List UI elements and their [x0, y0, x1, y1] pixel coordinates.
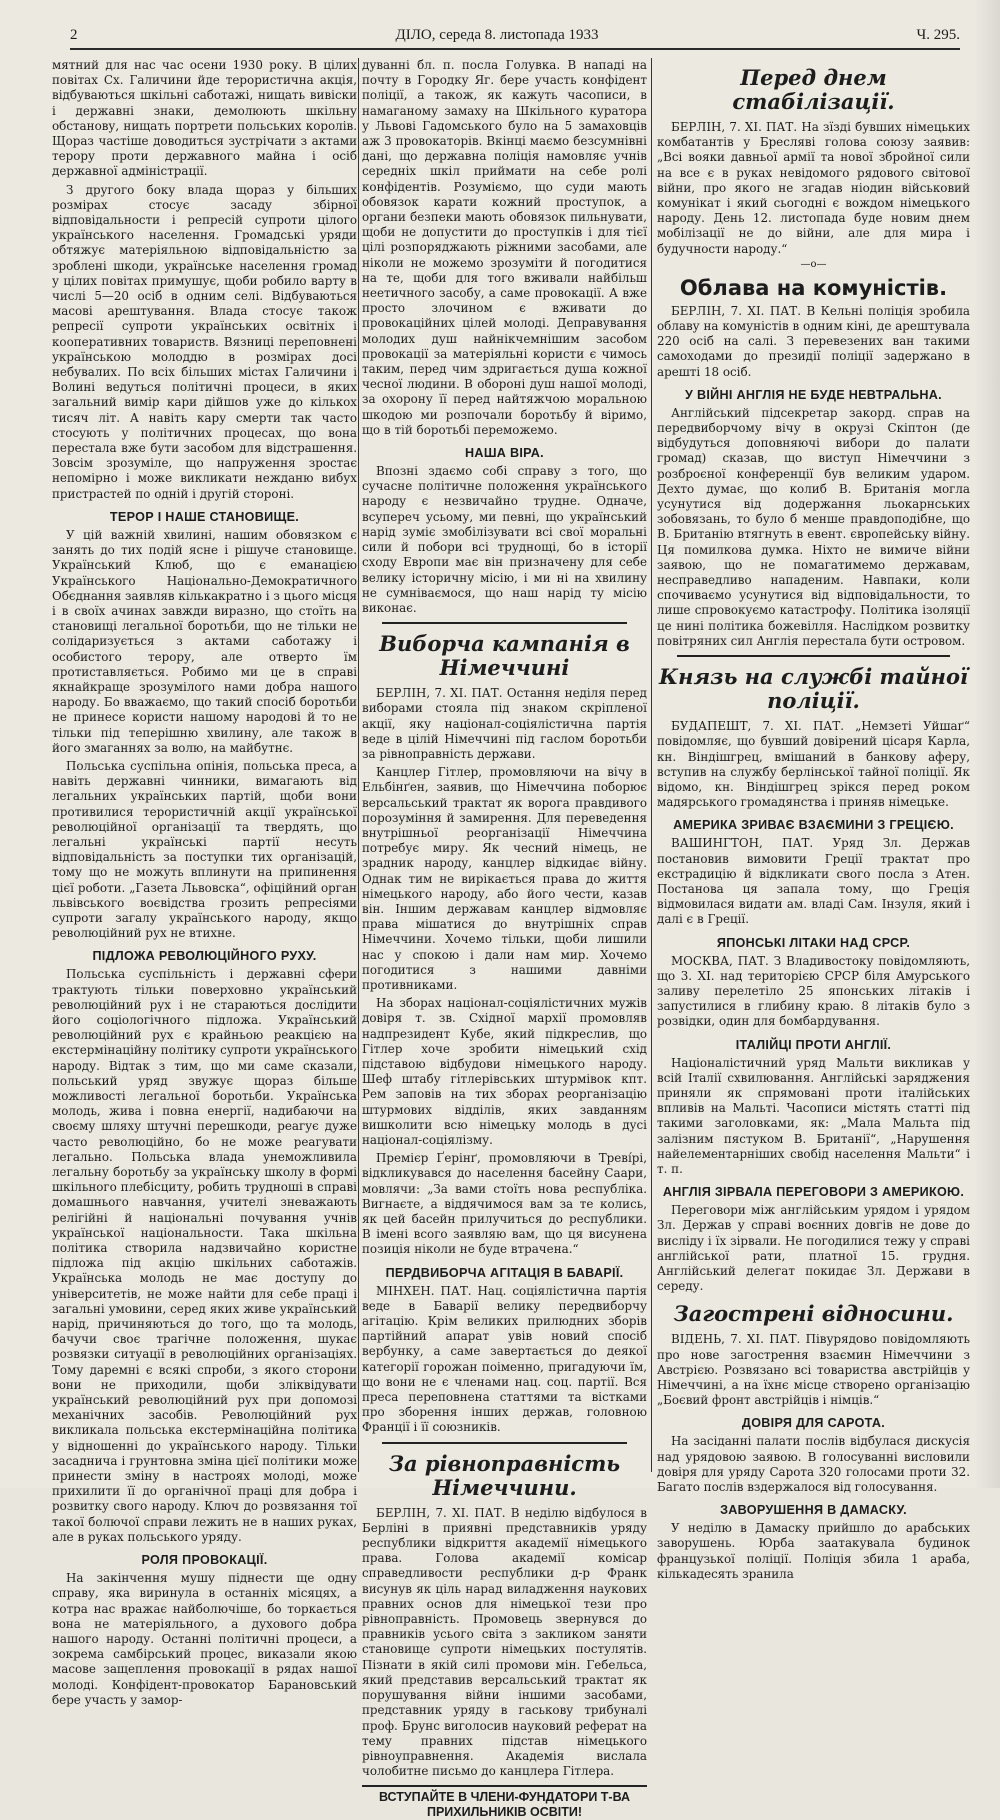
page-number: 2: [70, 26, 78, 43]
article-paragraph: МОСКВА, ПАТ. З Владивостоку повідомляють, що 3. ХІ. над територією СРСР біля Амурського заливу перелетіло 25 японських літаків і запустилися в глибину краю. 8 літаків було з розвідки, один для бомбардування.: [657, 953, 970, 1029]
section-heading: ЯПОНСЬКІ ЛІТАКИ НАД СРСР.: [716, 935, 911, 950]
column-3: [657, 58, 970, 1581]
section-heading: АМЕРИКА ЗРИВАЄ ВЗАЄМИНИ З ГРЕЦІЄЮ.: [673, 818, 954, 833]
article-paragraph: На засіданні палати послів відбулася дискусія над урядовою заявою. В голосуванні висловили довіря для уряду Сарота 320 голосами проти 32. Багато послів вздержалося від голосування.: [657, 1434, 970, 1495]
divider: [382, 1442, 627, 1444]
issue-number: Ч. 295.: [916, 26, 960, 43]
article-headline: Виборча кампанія в Німеччині: [379, 631, 630, 681]
article-paragraph: ВАШИНГТОН, ПАТ. Уряд Зл. Держав постановив вимовити Греції трактат про екстрадицію й відкликати свого посла з Атен. Постанова ця запала тому, що Греція відмовилася видати ам. владі Сам. Інзуля, який і далі є в Греції.: [657, 836, 970, 927]
section-heading: ЗАВОРУШЕННЯ В ДАМАСКУ.: [720, 1503, 907, 1518]
article-paragraph: Польська суспільність і державні сфери трактують тільки поверховно український революційний рух і не стараються дослідити його соціологічного підложа. Український революційний рух є крайньою реакцією на екстермінаційну політику супроти українського народу. Відтак з тим, що ми саме сказали, польський уряд звужує щораз більше можливості легальної боротьби. Українська молодь, жива і повна енергії, надибаючи на своєму шляху штучні перешкоди, реагує дуже часто революційно, бо не може реагувати легально. Польська влада унеможливила легальну боротьбу за українську школу в формі шкільного плебісциту, робить трудноші в справі домашнього навчання, учителі зневажають релігійні й національні почування учнів української національности. Така шкільна політика створила надзвичайно користне підложа під акцію шкільних саботажів. Українська молодь не має доступу до університетів, не може найти для себе праці і загальні умовини, серед яких живе український нарід, причиняються до того, що та молодь, бачучи своє трагічне положення, шукає розвязки ситуації в революційних організаціях. Тому даремні є всякі спроби, з якого сторони вони не приходили, щоби зліквідувати український революційний рух при допомозі механічних засобів. Революційний рух викликала польська екстермінаційна політика у відношенні до українського народу. Тільки засаднича і грунтовна зміна цієї політики може принести зміну в настроях молоді, може прихилити її до органічної праці для добра і розвитку свого народу. Ключ до розвязання тої такої болючої справи лежить не в наших руках, але в руках польського уряду.: [52, 967, 357, 1544]
article-paragraph: Премієр Ґерінґ, промовляючи в Треві́рі, відкликувався до населення басейну Саари, мовлячи: „За вами стоїть нова республіка. Вигнаєте, а віддячимося вам за те колись, як цей басейн прилучиться до республики. В імені всого заявляю вам, що ця висунена позиція ніколи не буде втрачена.“: [362, 1151, 647, 1257]
article-paragraph: БЕРЛІН, 7. ХІ. ПАТ. Остання неділя перед виборами стояла під знаком скріпленої акції, яку націонал-соціялістична партія веде в цілій Німеччині під гаслом боротьби за рівноправність держави.: [362, 686, 647, 761]
article-paragraph: БЕРЛІН, 7. ХІ. ПАТ. В неділю відбулося в Берліні в приявні представників уряду республики відкриття академії німецького права. Голова академії комісар справедливости республики д-р Франк висунув як ціль нарад виладження наукових правних основ для німецької тези про рівноправність. Промовець звернувся до правників усього світа з закликом заняти становище супроти німецьких постулятів. Пізнати в якій силі промови мін. Гебельса, який представив версальський трактат як порушування війни іншими засобами, представник уряду в гаськову трибуналі проф. Брунс виголосив науковий реферат на тему правних підстав німецького рівноуправнення. Академія вислала чолобитне письмо до канцлера Гітлера.: [362, 1505, 647, 1779]
article-paragraph: дуванні бл. п. посла Голувка. В нападі на почту в Городку Яг. бере участь конфідент поліції, а також, як кажуть часописи, в намаганому замаху на Шкільного куратора у Львові Гадомського було на 5 замаховців аж 3 провокаторів. Вкінці маємо безсумнівні дані, що державна поліція намовляє учнів середніх шкіл приймати на себе ролі конфідентів. Розуміємо, що суди мають обовязок карати кожний проступок, а органи безпеки мають обовязок пильнувати, щоби не допустити до проступків і для тієї цілі розпоряджають ріжними засобами, але ніколи не можемо зрозуміти й погодитися на те, щоби для того вживали найбільш неетичного засобу, а саме провокації. А вже просто злочином є вживати до провокаційних цілей молоді. Деправування молодих душ найнікчемнішим засобом провокації за матеріяльні користи є чимось таким, перед чим здригається душа кожної чесної людини. В обороні душ нашої молоді, за охорону її перед найтяжчою моральною шкодою ми розпочали боротьбу й віримо, що в тій боротьбі переможемо.: [362, 58, 647, 437]
masthead-title-date: ДІЛО, середа 8. листопада 1933: [395, 26, 599, 43]
article-paragraph: У неділю в Дамаску прийшло до арабських заворушень. Юрба заатакувала будинок французької поліції. Поліція збила 1 араба, кількадесять зранила: [657, 1521, 970, 1581]
section-heading: ПЕРДВИБОРЧА АГІТАЦІЯ В БАВАРІЇ.: [385, 1265, 624, 1280]
article-paragraph: Польська суспільна опінія, польська преса, а навіть державні чинники, вимагають від легальних українських партій, щоби вони противилися терористичній акції української революційної організації та твердять, що легальні українські партії несуть відповідальність за поступки тих організацій, тому що не можуть вплинути на припинення цієї роботи. „Газета Львовска“, офіційний орган львівського воєвідства грозить репресіями супроти загалу українського народу, якщо революційний рух не втихне.: [52, 758, 357, 941]
article-headline: Перед днем стабілізації.: [732, 65, 895, 114]
section-heading: У ВІЙНІ АНГЛІЯ НЕ БУДЕ НЕВТРАЛЬНА.: [685, 387, 942, 402]
article-paragraph: мятний для нас час осени 1930 року. В цілих повітах Сх. Галичини йде терористична акція, відбуваються шкільні саботажі, нищать вивіски і державні знаки, демолюють шкільну обстанову, нищать портрети польських королів. Щораз частіше доводиться зустрічати з актами терору проти державного майна і осіб державної адміністрації.: [52, 58, 357, 179]
section-heading: ДОВІРЯ ДЛЯ САРОТА.: [741, 1416, 886, 1431]
section-heading: НАША ВІРА.: [465, 446, 544, 461]
article-paragraph: БЕРЛІН, 7. ХІ. ПАТ. В Кельні поліція зробила облаву на комуністів в одним кіні, де арештувала 220 осіб на салі. З перевезених ван такими самоходами до президії поліції задержано в арешті 18 осіб.: [657, 303, 970, 379]
article-paragraph: МІНХЕН. ПАТ. Нац. соціялістична партія веде в Баварії велику передвиборчу агітацію. Крім великих прилюдних зборів партійний апарат увів новий спосіб вербунку, а саме завертається до деякої категорії горожан поіменно, пригадуючи їм, що вони не є членами нац. соц. партії. Вся преса переповнена статтями та вістками про зборення інших держав, головною Франції і її союзників.: [362, 1283, 647, 1435]
article-paragraph: БУДАПЕШТ, 7. ХІ. ПАТ. „Немзеті Уйшаґ“ повідомляє, що бувший довірений цісаря Карла, кн. Віндішгрец, вмішаний в банкову аферу, вступив на службу берлінської тайної поліції. Як відомо, кн. Віндішгрец зрікся перед роком мадярського громадянства і приняв німецьке.: [657, 719, 970, 810]
article-paragraph: Англійський підсекретар закорд. справ на передвиборчому вічу в окрузі Скіптон (де відбудуться доповняючі вибори до палати громад) сказав, що виступ Німеччини з розброєної конференції був великим ударом. Дехто думає, що колиб В. Британія могла усунутися від додержання льокарнських зобовязань, то було б менше правдоподібне, що В. Британію втягнуть в евент. європейську війну. Ця помилкова думка. Ніхто не вимиче війни заявою, що не помагатимемо державам, несправедливо нападеним. Навпаки, коли спочиваємо усунутися від відповідальности, то лише спровокуємо катастрофу. Політика ізоляції це нині політика божевілля. Наслідком розвитку повітряних сил Англія перестала бути островом.: [657, 405, 970, 648]
article-headline: Облава на комуністів.: [679, 275, 948, 300]
masthead: [70, 22, 960, 50]
article-headline: За рівноправність Німеччини.: [388, 1450, 621, 1500]
section-heading: ІТАЛІЙЦІ ПРОТИ АНГЛІЇ.: [735, 1037, 892, 1052]
membership-appeal: ВСТУПАЙТЕ В ЧЛЕНИ-ФУНДАТОРИ Т-ВА ПРИХИЛЬНИКІВ ОСВІТИ!: [362, 1785, 647, 1820]
article-paragraph: Переговори між англійським урядом і урядом Зл. Держав у справі воєнних довгів не дове до висліду і їх зірвали. Не погодилися тежу у справі англійської рати, платної 15. грудня. Англійський делегат покидає Зл. Держави в середу.: [657, 1203, 970, 1294]
article-paragraph: Впозні здаємо собі справу з того, що сучасне політичне положення українського народу є незвичайно трудне. Одначе, всупереч усьому, ми певні, що український нарід зуміє змобілізувати всі свої моральні сили й побори всі труднощі, бо в історії сходу Европи має він призначену для себе велику історичну місію, і ми ні на хвилину не сумніваємося, що наш нарід ту місію виконає.: [362, 464, 647, 615]
section-heading: ТЕРОР І НАШЕ СТАНОВИЩЕ.: [109, 509, 300, 524]
section-heading: АНГЛІЯ ЗІРВАЛА ПЕРЕГОВОРИ З АМЕРИКОЮ.: [662, 1185, 965, 1200]
article-paragraph: З другого боку влада щораз у більших розмірах стосує засаду збірної відповідальности і репресій супроти цілого українського населення. Громадські уряди обтяжує матеріяльною відповідальністю за зроблені шкоди, українське населення громад у цілих повітах примушує, щоби робило варту в числі 5—20 осіб в одним селі. Відбуваються масові арештування. Влада стосує також репресії супроти українських освітніх і кооперативних товариств. Вязниці переповнені українською молоддю в розмірах досі небувалих. По всіх більших містах Галичини і Волині ведуться політичні процеси, в яких загальний вимір кари дійшов уже до кількох тисяч літ. А навіть кару смерти так часто стосують у політичних процесах, що вона перестала вже бути засобом для відстрашення. Зовсім зрозуміле, що напруження зростає непомірно і може викликати нежданю вибух пристрастей по одній і другій стороні.: [52, 182, 357, 501]
column-rule: [358, 58, 359, 1472]
article-paragraph: У цій важній хвилині, нашим обовязком є занять до тих подій ясне і рішуче становище. Український Клюб, що є еманацією Українського Національно-Демократичного Обєднання заявляв кількакратно і з цього місця і в своїх ачинах завжди виразно, що стоїть на становищі легальної боротьби, що не тільки не солідаризується з актами саботажу і особистого терору, але отверто їм протиставляється. Робимо ми це в справі якнайкраще зрозумілого нами добра нашого народу. Бо вважаємо, що такий спосіб боротьби не принесе користи нашому народові й то не тільки під теперішню хвилину, але також в його змаганнях за волю, на майбутнє.: [52, 527, 357, 755]
divider: [382, 622, 627, 624]
separator-ornament: —о—: [800, 258, 827, 270]
column-rule: [651, 58, 652, 1472]
page-edge-shadow: [974, 0, 1000, 1488]
article-paragraph: БЕРЛІН, 7. ХІ. ПАТ. На зїзді бувших німецьких комбатантів у Бресляві голова союзу заявив: „Всі вояки давньої армії та нової збройної сили на все є в руках невідомого рядового світової війни, про якого не згадав ніодин військовий комунікат і який сьогодні є вождом німецького народу. День 12. листопада буде новим днем мобілізації не до війни, але для мира і будучности народу.“: [657, 120, 970, 256]
article-paragraph: Націоналістичний уряд Мальти викликав у всій Італії схвилювання. Англійські заряджения приняли як спрямовані проти італійських впливів на Мальті. Часописи містять статті під такими заголовками, як: „Мала Мальта під залізним пястуком В. Британії“, „Нарушення найелементарніших свобід населення Мальти“ і т. п.: [657, 1055, 970, 1176]
column-1: [52, 58, 357, 1707]
article-paragraph: На зборах націонал-соціялістичних мужів довіря т. зв. Східної мархії промовляв надпрезидент Кубе, який підкреслив, що Гітлер хоче зробити німецький схід підставою відбудови німецького народу. Шеф штабу гітлерівських штурмівок кпт. Рем заповів на тих зборах реорганізацію штурмових відділів, яких завданням вишколити всю німецьку молодь в дусі націонал-соціялізму.: [362, 996, 647, 1147]
section-heading: ПІДЛОЖА РЕВОЛЮЦІЙНОГО РУХУ.: [92, 949, 317, 964]
article-headline: Загострені відносини.: [673, 1301, 954, 1327]
article-headline: Князь на службі тайної поліції.: [659, 664, 968, 714]
divider: [677, 655, 950, 657]
section-heading: РОЛЯ ПРОВОКАЦІЇ.: [141, 1553, 268, 1568]
article-paragraph: Канцлер Гітлер, промовляючи на вічу в Ельбінґен, заявив, що Німеччина поборює версальський трактат як ворога правдивого порозуміння й замирення. Для переведення внутрішньої реорганізації Німеччина потребує миру. Як чесний німець, не зрадник народу, канцлер відкидає війну. Однак тим не вирікається права до життя німецького народу, або його чести, казав він. Іншим державам канцлер відмовляє права мішатися до внутрішніх справ Німеччини. Хочемо тільки, щоби лишили нас у спокою і дали нам мир. Хочемо погодитися з нашими давніми противниками.: [362, 765, 647, 992]
column-2: [362, 58, 647, 1820]
article-paragraph: ВІДЕНЬ, 7. ХІ. ПАТ. Півурядово повідомляють про нове загострення взаємин Німеччини з Австрією. Розвязано всі товариства австрійців у Німеччині, а на їхнє місце створено організацію „Боєвий фронт австрійців і німців.“: [657, 1332, 970, 1408]
article-paragraph: На закінчення мушу піднести ще одну справу, яка виринула в останніх місяцях, а котра нас вражає найболючіше, бо торкається вона не матеріяльного, а духового добра нашого народу. Останні політичні процеси, а зокрема самбірський процес, виказали якою масове защеплення провокації в рядах нашої молоді. Конфідент-провокатор Барановський бере участь у замор-: [52, 1571, 357, 1707]
